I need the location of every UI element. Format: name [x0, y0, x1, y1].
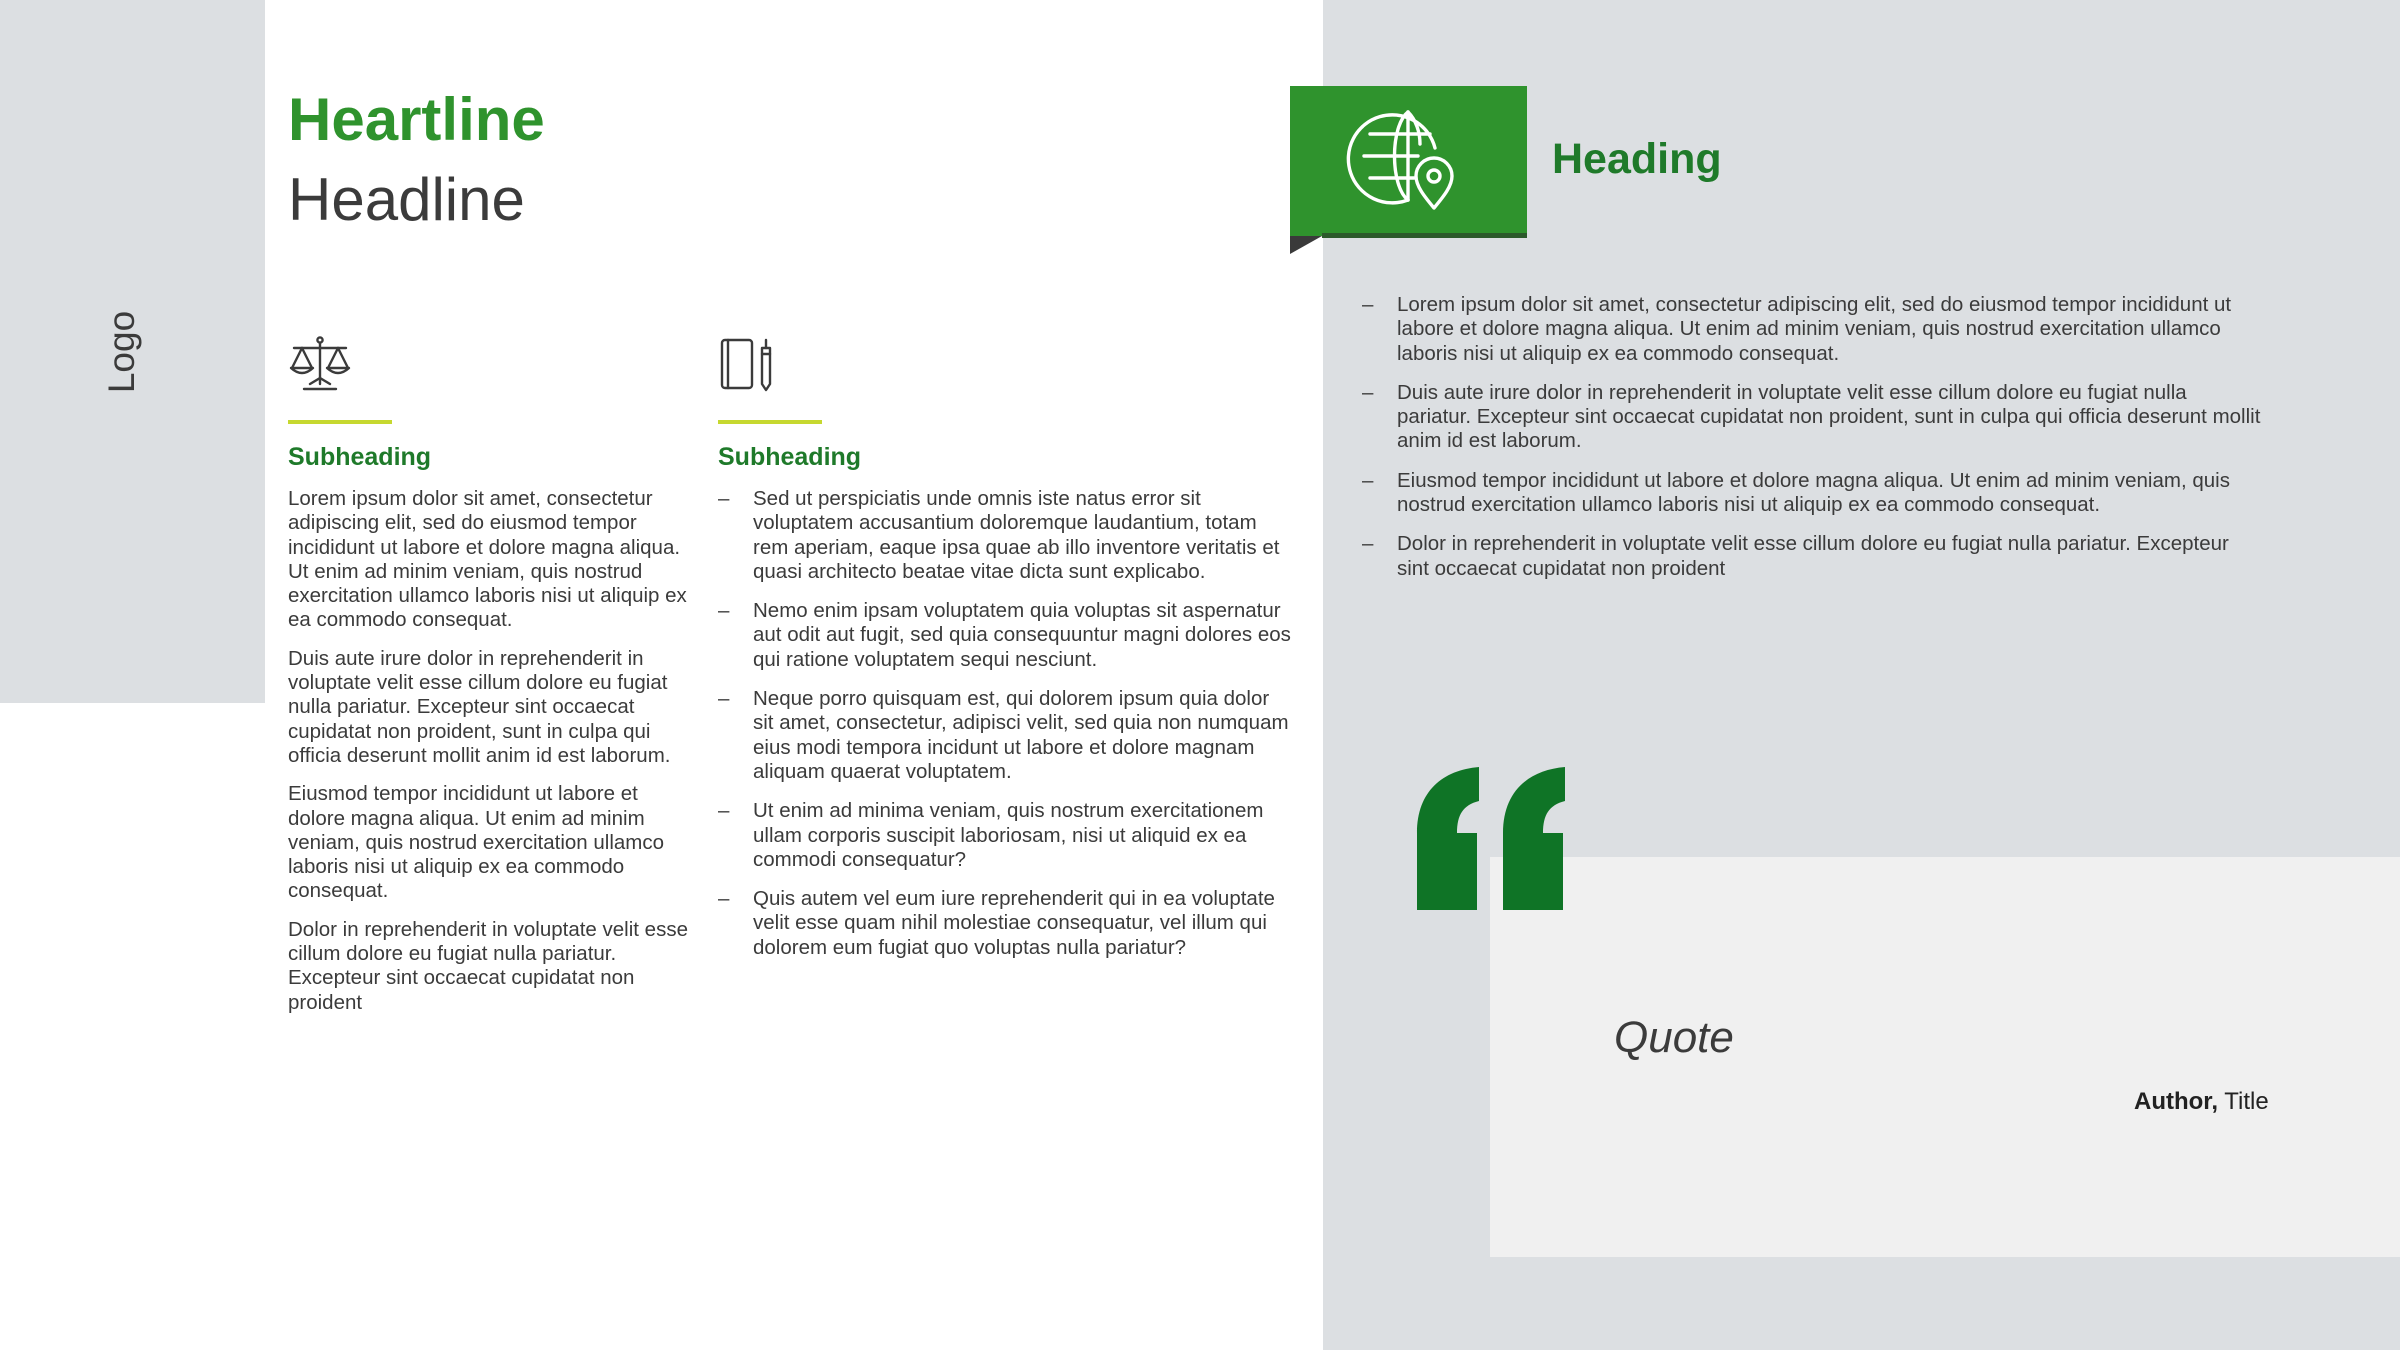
paragraph: Eiusmod tempor incididunt ut labore et dolore magna aliqua. Ut enim ad minim veniam, quis nostrud exercitation ullamco laboris nisi ut aliquip ex ea commodo consequat.: [288, 782, 665, 903]
quote-attribution: [2134, 1087, 2269, 1117]
heading-icon-tab: [1290, 86, 1527, 236]
subheading-left: Subheading: [288, 443, 432, 471]
list-item-text: Sed ut perspiciatis unde omnis iste natus error sit voluptatem accusantium doloremque laudantium, totam rem aperiam, eaque ipsa quae ab illo inventore veritatis et quasi architecto beatae vitae dicta sunt explicabo.: [753, 487, 1280, 583]
accent-rule: [288, 420, 392, 424]
list-item: [718, 687, 1293, 784]
globe-location-pin-icon: [1290, 86, 1527, 236]
paragraph: Duis aute irure dolor in reprehenderit in voluptate velit esse cillum dolore eu fugiat nulla pariatur. Excepteur sint occaecat cupidatat non proident, sunt in culpa qui officia deserunt mollit anim id est laborum.: [288, 646, 671, 767]
logo: Logo: [101, 310, 142, 394]
list-item-text: Quis autem vel eum iure reprehenderit qui in ea voluptate velit esse quam nihil molestiae consequatur, vel illum qui dolorem eum fugiat quo voluptas nulla pariatur?: [753, 887, 1275, 959]
list-item: [1362, 532, 2262, 581]
list-item-text: Ut enim ad minima veniam, quis nostrum exercitationem ullam corporis suscipit laboriosam, nisi ut aliquid ex ea commodi consequatur?: [753, 799, 1264, 871]
middle-column-list: [718, 487, 1293, 975]
panel-heading: Heading: [1552, 135, 1722, 183]
paragraph: Dolor in reprehenderit in voluptate velit esse cillum dolore eu fugiat nulla pariatur. Excepteur sint occaecat cupidatat non proident: [288, 917, 688, 1014]
bullet-dash: –: [718, 799, 730, 823]
list-item-text: Neque porro quisquam est, qui dolorem ipsum quia dolor sit amet, consectetur, adipisci velit, sed quia non numquam eius modi tempora incidunt ut labore et dolore magnam aliquam quaerat voluptatem.: [753, 687, 1289, 783]
list-item-text: Eiusmod tempor incididunt ut labore et dolore magna aliqua. Ut enim ad minim veniam, quis nostrud exercitation ullamco laboris nisi ut aliquip ex ea commodo consequat.: [1397, 468, 2230, 517]
quote-author-title: Title: [2224, 1088, 2269, 1115]
quote-text: Quote: [1614, 1013, 1734, 1062]
list-item: [718, 799, 1293, 872]
subheading-middle: Subheading: [718, 443, 862, 471]
list-item: [718, 887, 1293, 960]
list-item-text: Nemo enim ipsam voluptatem quia voluptas sit aspernatur aut odit aut fugit, sed quia consequuntur magni dolores eos qui ratione voluptatem sequi nesciunt.: [753, 599, 1291, 671]
bullet-dash: –: [718, 687, 730, 711]
accent-rule: [718, 420, 822, 424]
list-item: [718, 487, 1293, 584]
list-item: [718, 599, 1293, 672]
quote-author: Author,: [2134, 1088, 2218, 1115]
bullet-dash: –: [1362, 468, 1374, 492]
paragraph: Lorem ipsum dolor sit amet, consectetur adipiscing elit, sed do eiusmod tempor incididunt ut labore et dolore magna aliqua. Ut enim ad minim veniam, quis nostrud exercitation ullamco laboris nisi ut aliquip ex ea commodo consequat.: [288, 487, 687, 632]
left-column-body: [288, 487, 688, 1029]
title-heartline: Heartline: [288, 86, 545, 153]
list-item: [1362, 293, 2262, 366]
tab-fold-shadow: [1290, 236, 1322, 254]
list-item-text: Lorem ipsum dolor sit amet, consectetur adipiscing elit, sed do eiusmod tempor incididunt ut labore et dolore magna aliqua. Ut enim ad minim veniam, quis nostrud exercitation ullamco laboris nisi ut aliquip ex ea commodo consequat.: [1397, 293, 2232, 365]
bullet-dash: –: [1362, 380, 1374, 404]
bullet-dash: –: [718, 887, 730, 911]
bullet-dash: –: [718, 487, 730, 510]
list-item: [1362, 381, 2262, 454]
list-item-text: Duis aute irure dolor in reprehenderit in voluptate velit esse cillum dolore eu fugiat nulla pariatur. Excepteur sint occaecat cupidatat non proident, sunt in culpa qui officia deserunt mollit anim id est laborum.: [1397, 380, 2261, 453]
notebook-pencil-icon: [718, 334, 782, 394]
bullet-dash: –: [1362, 293, 1374, 316]
quotation-marks-icon: [1415, 765, 1575, 910]
scales-of-justice-icon: [288, 334, 352, 394]
title-headline: Headline: [288, 166, 525, 233]
list-item: [1362, 469, 2262, 518]
bullet-dash: –: [718, 599, 730, 623]
tab-underline: [1322, 233, 1527, 238]
right-panel-list: [1362, 293, 2262, 596]
bullet-dash: –: [1362, 532, 1374, 556]
list-item-text: Dolor in reprehenderit in voluptate velit esse cillum dolore eu fugiat nulla pariatur. Excepteur sint occaecat cupidatat non proident: [1397, 532, 2229, 580]
